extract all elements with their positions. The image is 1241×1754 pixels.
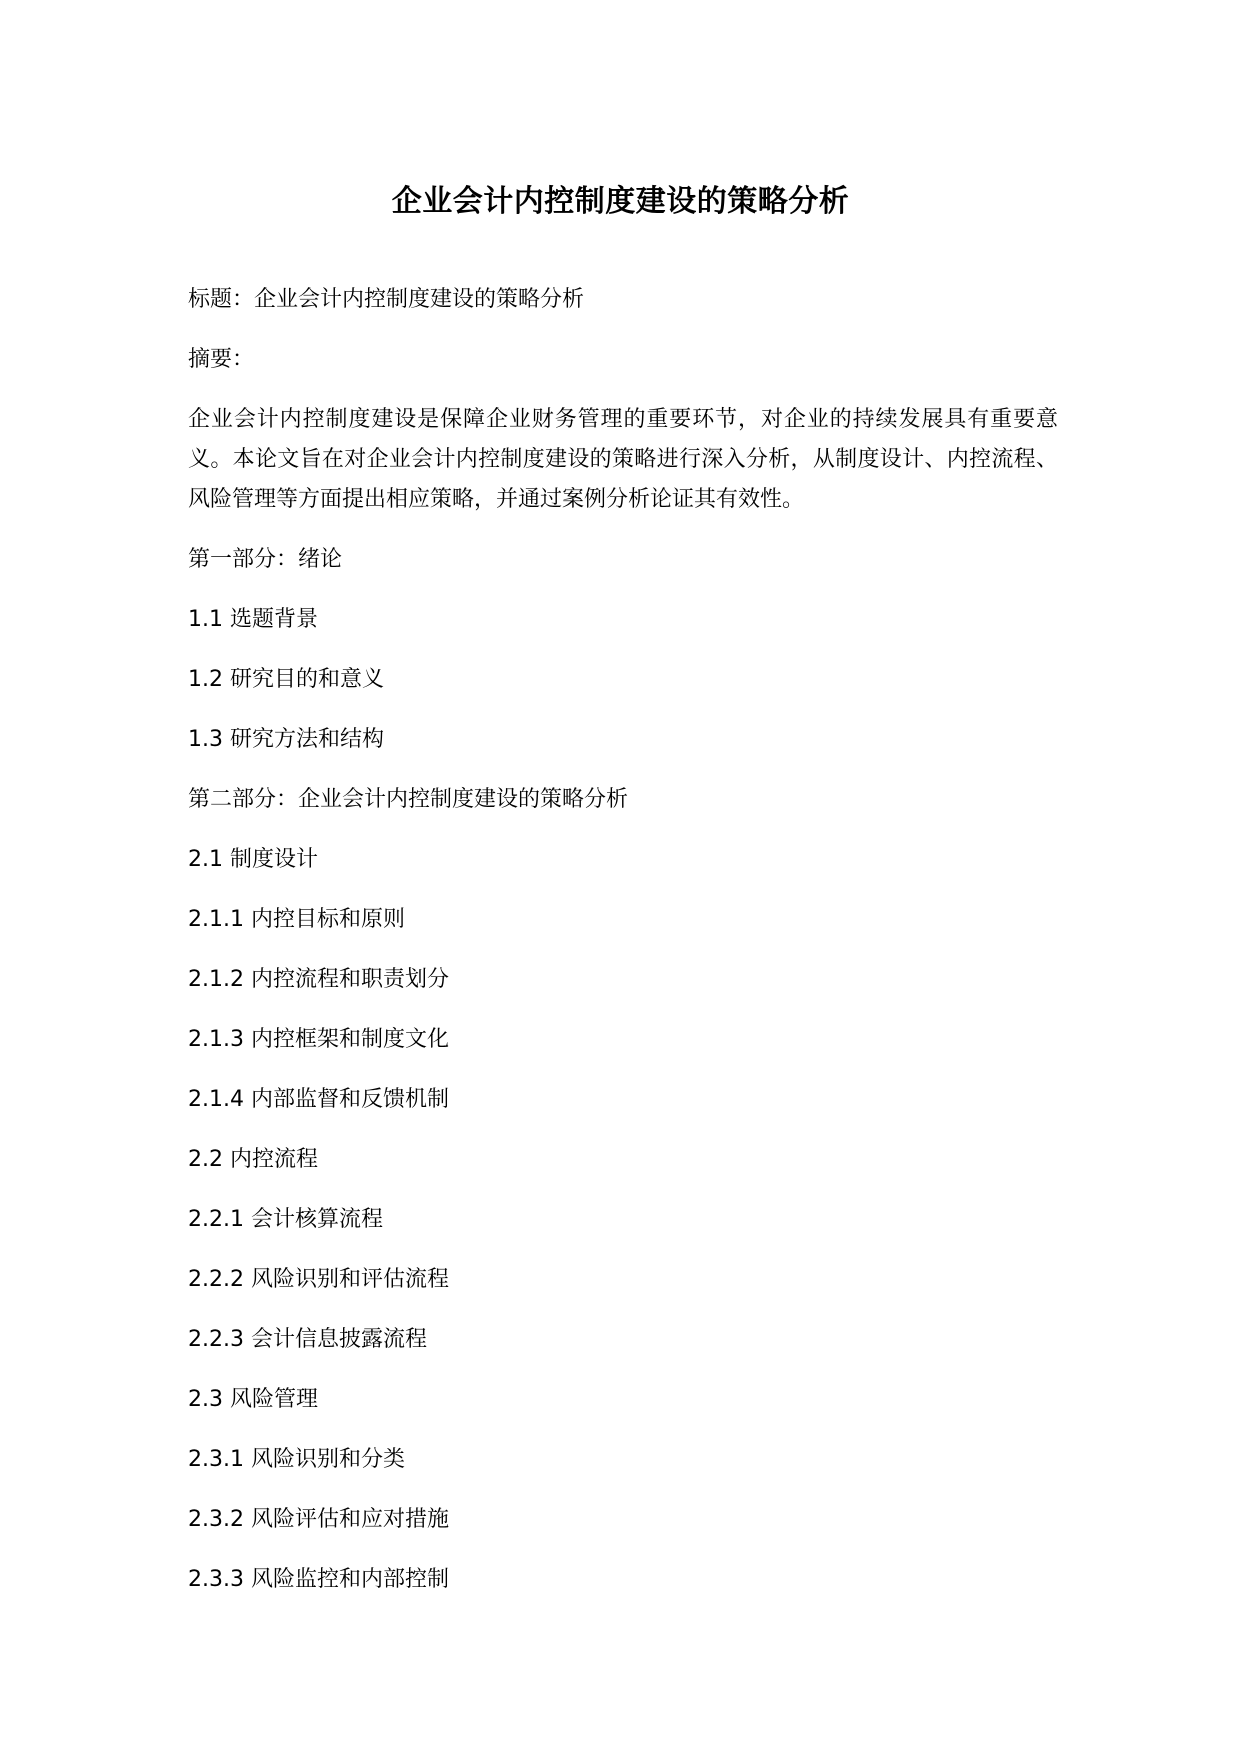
outline-item: 第一部分：绪论 <box>188 547 343 572</box>
document-body <box>188 280 1058 1620</box>
outline-item: 1.2 研究目的和意义 <box>188 667 384 692</box>
outline-item: 2.3.2 风险评估和应对措施 <box>188 1507 449 1532</box>
outline-item: 2.3.3 风险监控和内部控制 <box>188 1567 449 1592</box>
outline-item: 2.2.1 会计核算流程 <box>188 1207 383 1232</box>
outline-item: 第二部分：企业会计内控制度建设的策略分析 <box>188 787 629 812</box>
abstract-text: 企业会计内控制度建设是保障企业财务管理的重要环节，对企业的持续发展具有重要意义。本论文旨在对企业会计内控制度建设的策略进行深入分析，从制度设计、内控流程、风险管理等方面提出相应策略，并通过案例分析论证其有效性。 <box>188 407 1058 512</box>
outline-item: 2.1.3 内控框架和制度文化 <box>188 1027 449 1052</box>
outline-item: 2.1.1 内控目标和原则 <box>188 907 405 932</box>
outline-item: 2.1.2 内控流程和职责划分 <box>188 967 449 992</box>
outline-item: 2.1 制度设计 <box>188 847 318 872</box>
title-line: 标题：企业会计内控制度建设的策略分析 <box>188 287 585 312</box>
document-title: 企业会计内控制度建设的策略分析 <box>391 184 850 219</box>
outline-item: 2.2.3 会计信息披露流程 <box>188 1327 427 1352</box>
abstract-label: 摘要： <box>188 347 255 372</box>
outline-item: 1.1 选题背景 <box>188 607 318 632</box>
outline-item: 2.1.4 内部监督和反馈机制 <box>188 1087 449 1112</box>
outline-item: 1.3 研究方法和结构 <box>188 727 384 752</box>
outline-item: 2.2.2 风险识别和评估流程 <box>188 1267 449 1292</box>
outline-item: 2.2 内控流程 <box>188 1147 318 1172</box>
outline-item: 2.3.1 风险识别和分类 <box>188 1447 405 1472</box>
outline-item: 2.3 风险管理 <box>188 1387 318 1412</box>
